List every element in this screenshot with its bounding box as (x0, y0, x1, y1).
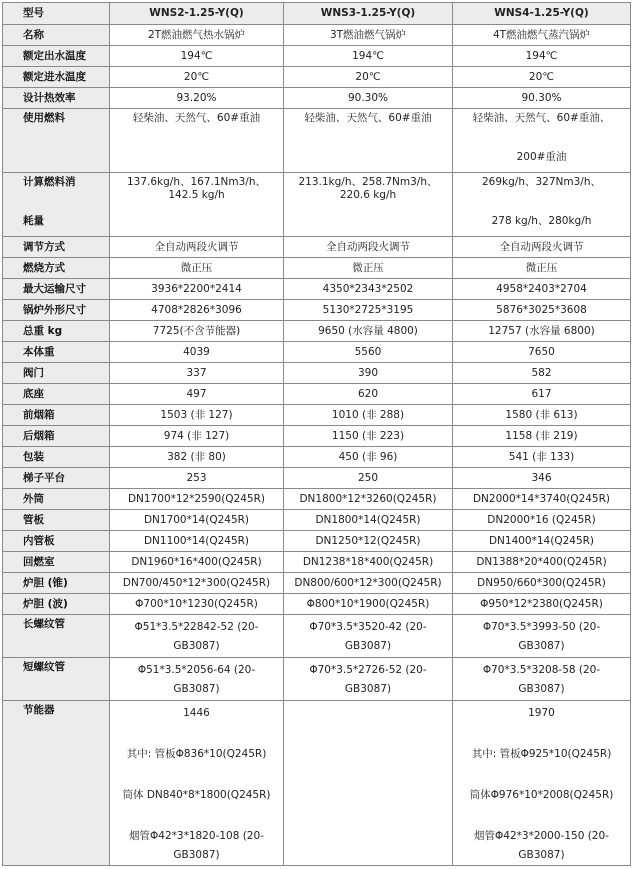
cell-value: DN1800*14(Q245R) (284, 510, 453, 531)
cell-value: 7725(不含节能器) (110, 321, 284, 342)
spec-row (3, 405, 631, 426)
value-line: 烟管Φ42*3*1820-108 (20- (129, 830, 264, 842)
cell-value (284, 109, 453, 173)
value-line: GB3087) (518, 849, 565, 861)
cell-value: 194℃ (110, 46, 284, 67)
row-label: 燃烧方式 (3, 258, 110, 279)
spec-table-body (3, 3, 631, 866)
cell-value (284, 615, 453, 658)
row-label: 调节方式 (3, 237, 110, 258)
header-row (3, 3, 631, 25)
spec-row (3, 237, 631, 258)
value-line: 220.6 kg/h (339, 189, 397, 201)
cell-value: Φ800*10*1900(Q245R) (284, 594, 453, 615)
spec-row (3, 658, 631, 701)
cell-value: 5560 (284, 342, 453, 363)
cell-value: 4958*2403*2704 (453, 279, 631, 300)
cell-value: 253 (110, 468, 284, 489)
cell-value (110, 109, 284, 173)
cell-value (284, 701, 453, 866)
cell-value: 541 (非 133) (453, 447, 631, 468)
cell-value: DN950/660*300(Q245R) (453, 573, 631, 594)
row-label: 内管板 (3, 531, 110, 552)
cell-value: 1010 (非 288) (284, 405, 453, 426)
cell-value: 620 (284, 384, 453, 405)
cell-value: 1503 (非 127) (110, 405, 284, 426)
value-line: GB3087) (173, 683, 220, 695)
cell-value: 4708*2826*3096 (110, 300, 284, 321)
row-label: 额定出水温度 (3, 46, 110, 67)
cell-value (453, 658, 631, 701)
row-label (3, 173, 110, 237)
cell-value: 450 (非 96) (284, 447, 453, 468)
value-line: Φ70*3.5*3993-50 (20- (482, 621, 601, 633)
cell-value: 微正压 (284, 258, 453, 279)
cell-value: DN2000*16 (Q245R) (453, 510, 631, 531)
cell-value: 9650 (水容量 4800) (284, 321, 453, 342)
spec-table (2, 2, 631, 866)
cell-value: 497 (110, 384, 284, 405)
spec-row (3, 384, 631, 405)
spec-row (3, 88, 631, 109)
value-line: 筒体 DN840*8*1800(Q245R) (122, 789, 271, 801)
cell-value: DN1700*14(Q245R) (110, 510, 284, 531)
cell-value: Φ700*10*1230(Q245R) (110, 594, 284, 615)
cell-value: 5130*2725*3195 (284, 300, 453, 321)
row-label: 长螺纹管 (3, 615, 110, 658)
cell-value: 1158 (非 219) (453, 426, 631, 447)
model-header: WNS3-1.25-Y(Q) (284, 3, 453, 25)
spec-row (3, 426, 631, 447)
spec-row (3, 258, 631, 279)
cell-value: 4350*2343*2502 (284, 279, 453, 300)
spec-row (3, 447, 631, 468)
row-label: 后烟箱 (3, 426, 110, 447)
value-line: 269kg/h、327Nm3/h、 (482, 176, 601, 188)
row-label: 前烟箱 (3, 405, 110, 426)
value-line: 筒体Φ976*10*2008(Q245R) (469, 789, 614, 801)
cell-value: DN1700*12*2590(Q245R) (110, 489, 284, 510)
row-label: 总重 kg (3, 321, 110, 342)
spec-row (3, 489, 631, 510)
value-line: 其中: 管板Φ836*10(Q245R) (126, 748, 267, 760)
cell-value: 12757 (水容量 6800) (453, 321, 631, 342)
row-label: 管板 (3, 510, 110, 531)
value-line: 142.5 kg/h (168, 189, 225, 201)
cell-value: 20℃ (110, 67, 284, 88)
spec-row (3, 552, 631, 573)
cell-value: 90.30% (453, 88, 631, 109)
row-label: 包装 (3, 447, 110, 468)
cell-value: 20℃ (453, 67, 631, 88)
spec-row (3, 67, 631, 88)
spec-row (3, 363, 631, 384)
value-line: GB3087) (173, 849, 220, 861)
cell-value: 全自动两段火调节 (453, 237, 631, 258)
cell-value: 2T燃油燃气热水锅炉 (110, 25, 284, 46)
cell-value (453, 615, 631, 658)
row-label: 本体重 (3, 342, 110, 363)
value-line: 轻柴油、天然气、60#重油、 (472, 112, 611, 124)
cell-value: DN1960*16*400(Q245R) (110, 552, 284, 573)
cell-value: 93.20% (110, 88, 284, 109)
value-line: Φ70*3.5*3520-42 (20- (309, 621, 427, 633)
cell-value: DN800/600*12*300(Q245R) (284, 573, 453, 594)
value-line: 1970 (528, 707, 555, 719)
row-label: 回燃室 (3, 552, 110, 573)
cell-value: 90.30% (284, 88, 453, 109)
cell-value (110, 615, 284, 658)
cell-value: DN1800*12*3260(Q245R) (284, 489, 453, 510)
cell-value (110, 658, 284, 701)
spec-row (3, 573, 631, 594)
cell-value: 全自动两段火调节 (110, 237, 284, 258)
cell-value: 3T燃油燃气锅炉 (284, 25, 453, 46)
cell-value: 5876*3025*3608 (453, 300, 631, 321)
cell-value: 974 (非 127) (110, 426, 284, 447)
cell-value (453, 109, 631, 173)
row-label: 阀门 (3, 363, 110, 384)
row-label: 短螺纹管 (3, 658, 110, 701)
cell-value: 20℃ (284, 67, 453, 88)
cell-value: 382 (非 80) (110, 447, 284, 468)
cell-value: 4039 (110, 342, 284, 363)
value-line: Φ51*3.5*2056-64 (20- (137, 664, 256, 676)
row-label: 最大运输尺寸 (3, 279, 110, 300)
spec-row (3, 321, 631, 342)
cell-value: 4T燃油燃气蒸汽锅炉 (453, 25, 631, 46)
value-line: 213.1kg/h、258.7Nm3/h、 (298, 176, 438, 188)
cell-value: 全自动两段火调节 (284, 237, 453, 258)
spec-row (3, 46, 631, 67)
cell-value: 617 (453, 384, 631, 405)
value-line: 200#重油 (516, 151, 567, 163)
cell-value: DN1400*14(Q245R) (453, 531, 631, 552)
spec-row (3, 25, 631, 46)
spec-row (3, 510, 631, 531)
value-line: Φ51*3.5*22842-52 (20- (134, 621, 259, 633)
value-line: Φ70*3.5*2726-52 (20- (309, 664, 427, 676)
cell-value: DN700/450*12*300(Q245R) (110, 573, 284, 594)
value-line: 轻柴油、天然气、60#重油 (304, 112, 432, 124)
cell-value (453, 173, 631, 237)
cell-value: DN1238*18*400(Q245R) (284, 552, 453, 573)
cell-value: 250 (284, 468, 453, 489)
row-label: 炉胆 (波) (3, 594, 110, 615)
value-line: 其中: 管板Φ925*10(Q245R) (471, 748, 612, 760)
value-line: 1446 (183, 707, 210, 719)
economizer-row (3, 701, 631, 866)
cell-value: 7650 (453, 342, 631, 363)
cell-value: 1580 (非 613) (453, 405, 631, 426)
spec-row (3, 342, 631, 363)
row-label: 锅炉外形尺寸 (3, 300, 110, 321)
value-line: GB3087) (518, 683, 565, 695)
spec-row (3, 300, 631, 321)
row-label: 额定进水温度 (3, 67, 110, 88)
cell-value: 1150 (非 223) (284, 426, 453, 447)
spec-row (3, 615, 631, 658)
cell-value: 194℃ (284, 46, 453, 67)
spec-row (3, 531, 631, 552)
cell-value (284, 658, 453, 701)
cell-value: DN2000*14*3740(Q245R) (453, 489, 631, 510)
value-line: GB3087) (173, 640, 220, 652)
row-label: 设计热效率 (3, 88, 110, 109)
cell-value (110, 701, 284, 866)
model-header: WNS4-1.25-Y(Q) (453, 3, 631, 25)
cell-value: 194℃ (453, 46, 631, 67)
value-line: GB3087) (344, 640, 392, 652)
cell-value: 346 (453, 468, 631, 489)
cell-value: 582 (453, 363, 631, 384)
row-label: 名称 (3, 25, 110, 46)
value-line: Φ70*3.5*3208-58 (20- (482, 664, 601, 676)
spec-row (3, 109, 631, 173)
label-line: 计算燃料消 (23, 176, 76, 188)
cell-value: 3936*2200*2414 (110, 279, 284, 300)
cell-value: Φ950*12*2380(Q245R) (453, 594, 631, 615)
cell-value: 390 (284, 363, 453, 384)
cell-value: DN1100*14(Q245R) (110, 531, 284, 552)
model-header: WNS2-1.25-Y(Q) (110, 3, 284, 25)
row-label: 使用燃料 (3, 109, 110, 173)
cell-value: DN1388*20*400(Q245R) (453, 552, 631, 573)
cell-value (284, 173, 453, 237)
spec-row (3, 279, 631, 300)
spec-row (3, 173, 631, 237)
row-label: 外筒 (3, 489, 110, 510)
cell-value: 微正压 (453, 258, 631, 279)
value-line: 278 kg/h、280kg/h (491, 215, 592, 227)
spec-row (3, 468, 631, 489)
cell-value (453, 701, 631, 866)
value-line: 烟管Φ42*3*2000-150 (20- (474, 830, 609, 842)
spec-row (3, 594, 631, 615)
cell-value: DN1250*12(Q245R) (284, 531, 453, 552)
header-label: 型号 (3, 3, 110, 25)
value-line: 137.6kg/h、167.1Nm3/h、 (126, 176, 266, 188)
cell-value (110, 173, 284, 237)
row-label: 底座 (3, 384, 110, 405)
row-label: 炉胆 (锥) (3, 573, 110, 594)
cell-value: 337 (110, 363, 284, 384)
value-line: 轻柴油、天然气、60#重油 (132, 112, 261, 124)
cell-value: 微正压 (110, 258, 284, 279)
row-label: 节能器 (3, 701, 110, 866)
value-line: GB3087) (344, 683, 392, 695)
value-line: GB3087) (518, 640, 565, 652)
row-label: 梯子平台 (3, 468, 110, 489)
label-line: 耗量 (23, 215, 44, 227)
